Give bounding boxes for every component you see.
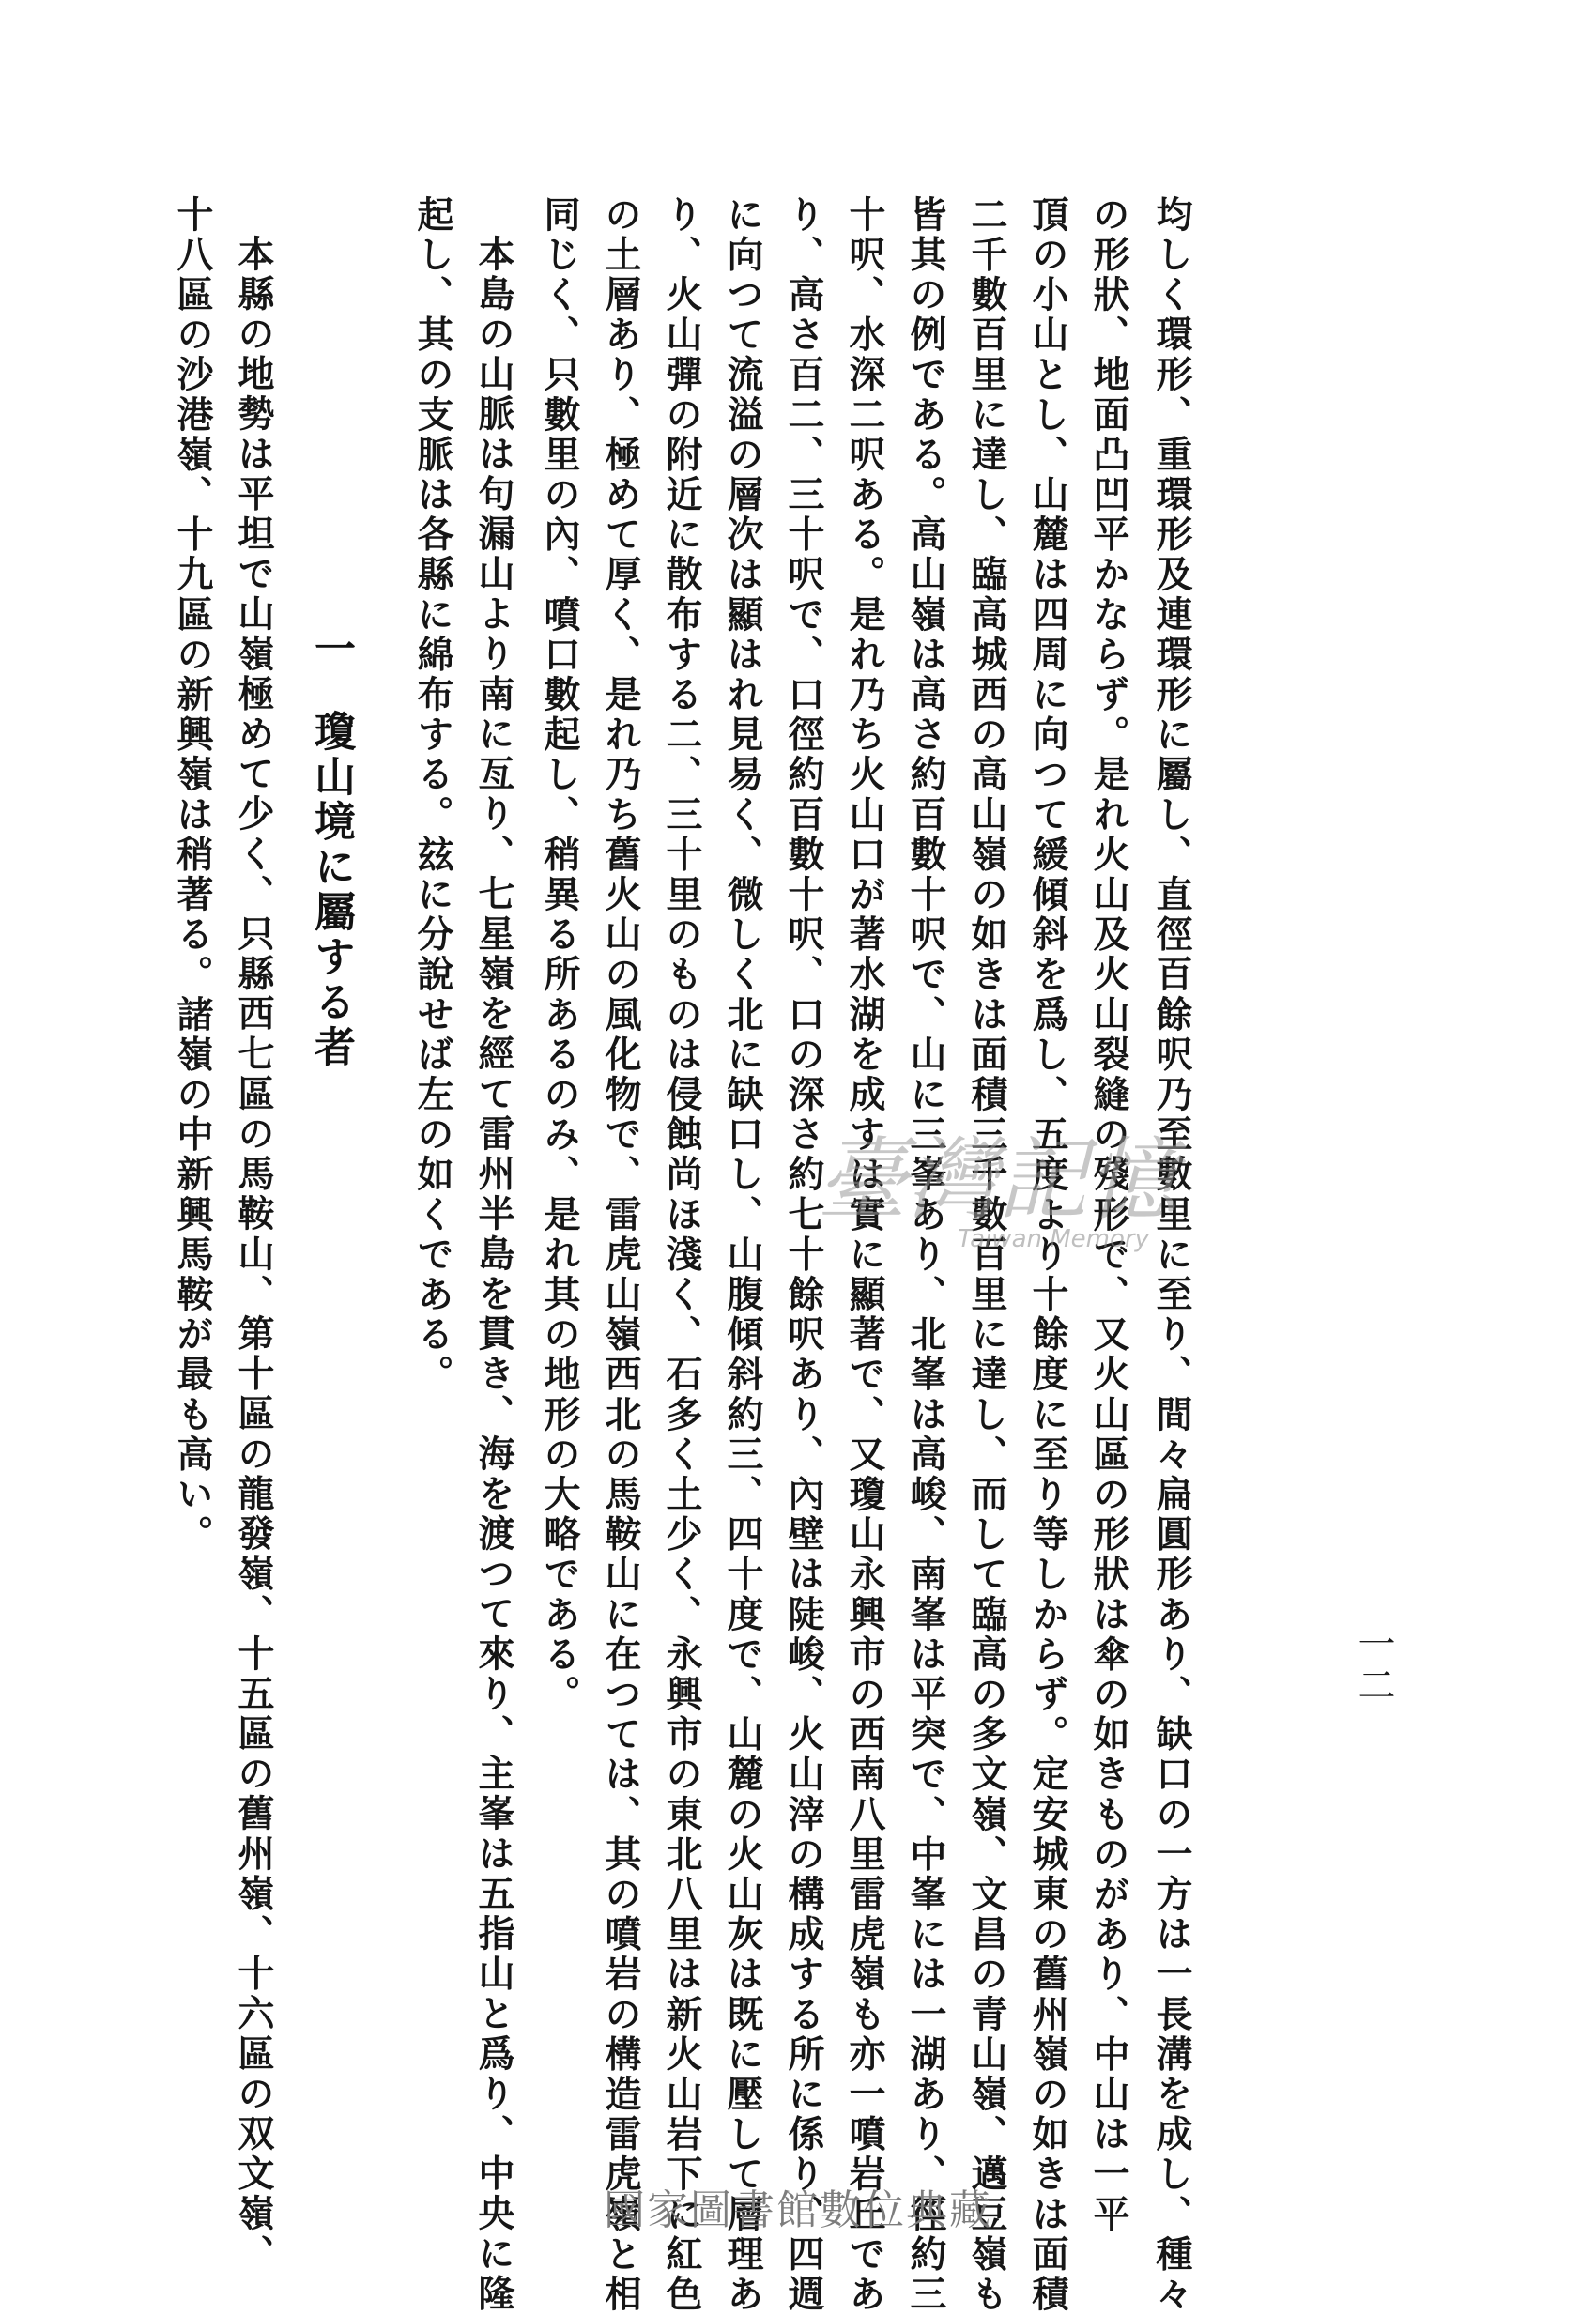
text-column-2: の形狀、地面凸凹平かならず。是れ火山及火山裂縫の殘形で、又火山區の形狀は傘の如きものがあり、中山は一平 — [1087, 195, 1130, 2235]
text-column-9: り、火山彈の附近に散布する二、三十里のものは侵蝕尚ほ淺く、石多く土少く、永興市の東北八里は新火山岩下に紅色 — [660, 195, 703, 2315]
text-column-11: 同じく、只數里の內、噴口數起し、稍異る所あるのみ、是れ其の地形の大略である。 — [538, 195, 581, 1715]
watermark-logo — [817, 1127, 1267, 1258]
section-title: 瓊山境に屬する者 — [307, 710, 355, 1070]
text-column-6: 十呎、水深二呎ある。是れ乃ち火山口が著水湖を成すは實に顯著で、又瓊山永興市の西南八里雷虎嶺も亦一噴岩丘であ — [843, 195, 886, 2315]
text-column-13: 起し、其の支脈は各縣に綿布する。玆に分說せば左の如くである。 — [411, 195, 454, 1395]
text-column-1: 均しく環形、重環形及連環形に屬し、直徑百餘呎乃至數里に至り、間々扁圓形あり、缺口の一方は一長溝を成し、種々 — [1150, 195, 1193, 2315]
body-column-1: 本縣の地勢は平坦で山嶺極めて少く、只縣西七區の馬鞍山、第十區の龍發嶺、十五區の舊州嶺、十六區の双文嶺、 — [232, 235, 275, 2275]
page-number: 一二 — [1352, 1624, 1395, 1707]
text-column-10: の土層あり、極めて厚く、是れ乃ち舊火山の風化物で、雷虎山嶺西北の馬鞍山に在つては、其の噴岩の構造雷虎嶺と相 — [599, 195, 642, 2315]
body-column-2: 十八區の沙港嶺、十九區の新興嶺は稍著る。諸嶺の中新興馬鞍が最も高い。 — [171, 195, 214, 1556]
text-column-8: に向つて流溢の層次は顯はれ見易く、微しく北に缺口し、山腹傾斜約三、四十度で、山麓の火山灰は既に壓して層理あ — [721, 195, 764, 2315]
section-number: 一 — [307, 627, 355, 672]
text-column-5: 皆其の例である。高山嶺は高さ約百數十呎で、山に三峯あり、北峯は高峻、南峯は平突で、中峯には一湖あり、徑約三 — [904, 195, 947, 2315]
text-column-4: 二千數百里に達し、臨高城西の高山嶺の如きは面積三千數百里に達し、而して臨高の多文嶺、文昌の青山嶺、邁豆嶺も — [965, 195, 1008, 2315]
section-heading — [307, 627, 355, 1070]
text-column-7: り、高さ百二、三十呎で、口徑約百數十呎、口の深さ約七十餘呎あり、內壁は陡峻、火山滓の構成する所に係り、四週 — [782, 195, 825, 2315]
watermark-title: 臺灣記憶 — [817, 1127, 1177, 1233]
text-column-3: 頂の小山とし、山麓は四周に向つて緩傾斜を爲し、五度より十餘度に至り等しからず。定安城東の舊州嶺の如きは面積 — [1026, 195, 1069, 2315]
watermark-subtitle: Taiwan Memory — [958, 1225, 1149, 1253]
footer-caption: 國家圖書館數位典藏 — [604, 2186, 992, 2234]
text-column-12: 本島の山脈は句漏山より南に亙り、七星嶺を經て雷州半島を貫き、海を渡つて來り、主峯は五指山と爲り、中央に隆 — [472, 235, 515, 2315]
